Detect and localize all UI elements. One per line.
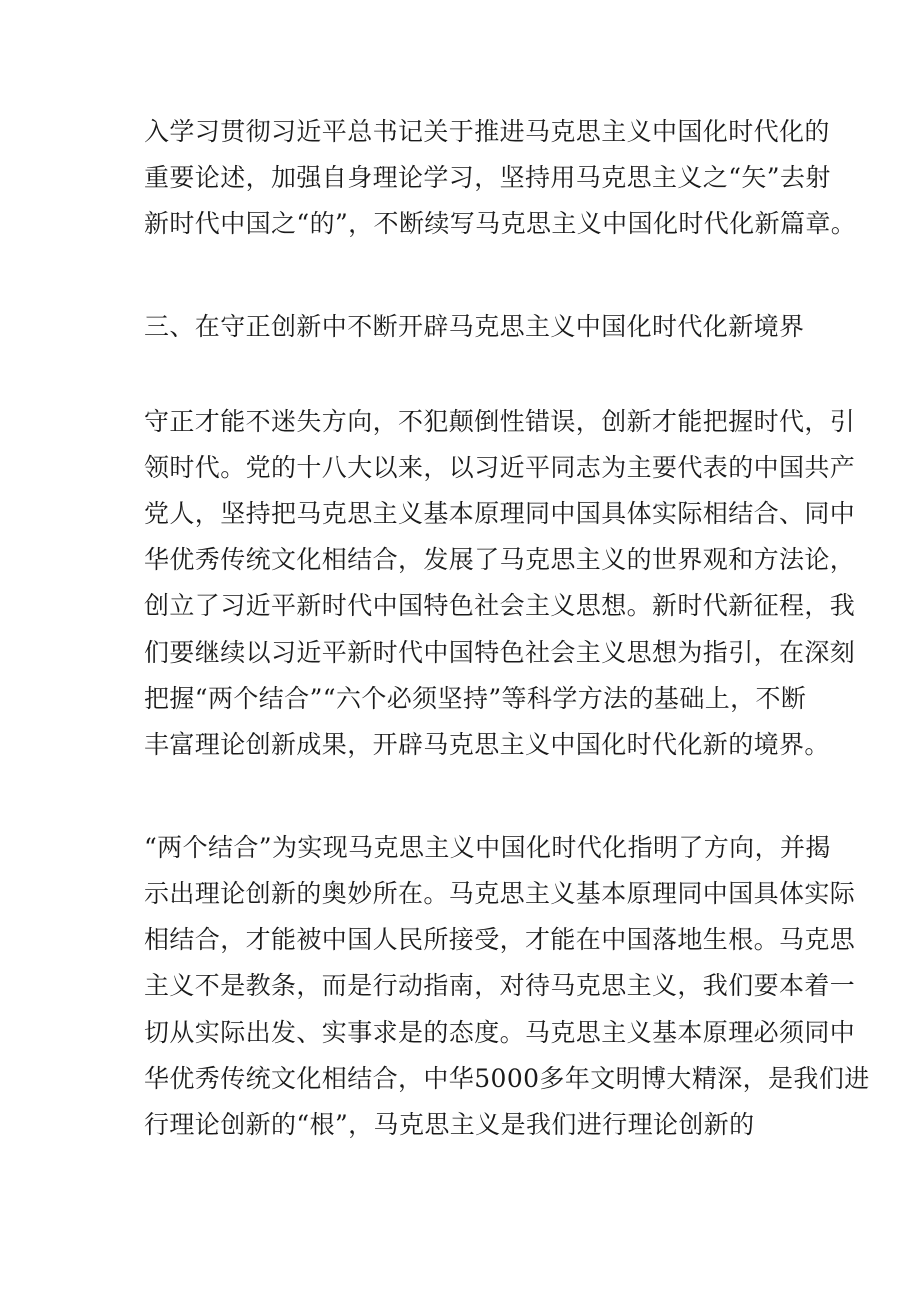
paragraph-2-line-7: 把握“两个结合”“六个必须坚持”等科学方法的基础上，不断 <box>144 684 807 713</box>
paragraph-1-line-3: 新时代中国之“的”，不断续写马克思主义中国化时代化新篇章。 <box>144 209 857 238</box>
paragraph-3-line-2: 示出理论创新的奥妙所在。马克思主义基本原理同中国具体实际 <box>144 879 856 908</box>
paragraph-2-line-4: 华优秀传统文化相结合，发展了马克思主义的世界观和方法论， <box>144 545 856 574</box>
paragraph-2-line-1: 守正才能不迷失方向，不犯颠倒性错误，创新才能把握时代，引 <box>144 407 856 436</box>
paragraph-2-line-2: 领时代。党的十八大以来，以习近平同志为主要代表的中国共产 <box>144 453 856 482</box>
paragraph-3-line-4: 主义不是教条，而是行动指南，对待马克思主义，我们要本着一 <box>144 971 856 1000</box>
paragraph-2-line-6: 们要继续以习近平新时代中国特色社会主义思想为指引，在深刻 <box>144 638 856 667</box>
paragraph-1-line-2: 重要论述，加强自身理论学习，坚持用马克思主义之“矢”去射 <box>144 163 831 192</box>
paragraph-2-line-3: 党人，坚持把马克思主义基本原理同中国具体实际相结合、同中 <box>144 499 856 528</box>
paragraph-3-line-3: 相结合，才能被中国人民所接受，才能在中国落地生根。马克思 <box>144 925 856 954</box>
paragraph-2-line-5: 创立了习近平新时代中国特色社会主义思想。新时代新征程，我 <box>144 591 856 620</box>
paragraph-3-line-6: 华优秀传统文化相结合，中华5000多年文明博大精深，是我们进 <box>144 1064 870 1093</box>
paragraph-3-line-7: 行理论创新的“根”，马克思主义是我们进行理论创新的 <box>144 1110 755 1139</box>
paragraph-1-line-1: 入学习贯彻习近平总书记关于推进马克思主义中国化时代化的 <box>144 117 830 146</box>
paragraph-3-line-1: “两个结合”为实现马克思主义中国化时代化指明了方向，并揭 <box>144 833 831 862</box>
section-heading: 三、在守正创新中不断开辟马克思主义中国化时代化新境界 <box>144 312 805 341</box>
paragraph-2-line-8: 丰富理论创新成果，开辟马克思主义中国化时代化新的境界。 <box>144 730 830 759</box>
paragraph-3-line-5: 切从实际出发、实事求是的态度。马克思主义基本原理必须同中 <box>144 1018 856 1047</box>
